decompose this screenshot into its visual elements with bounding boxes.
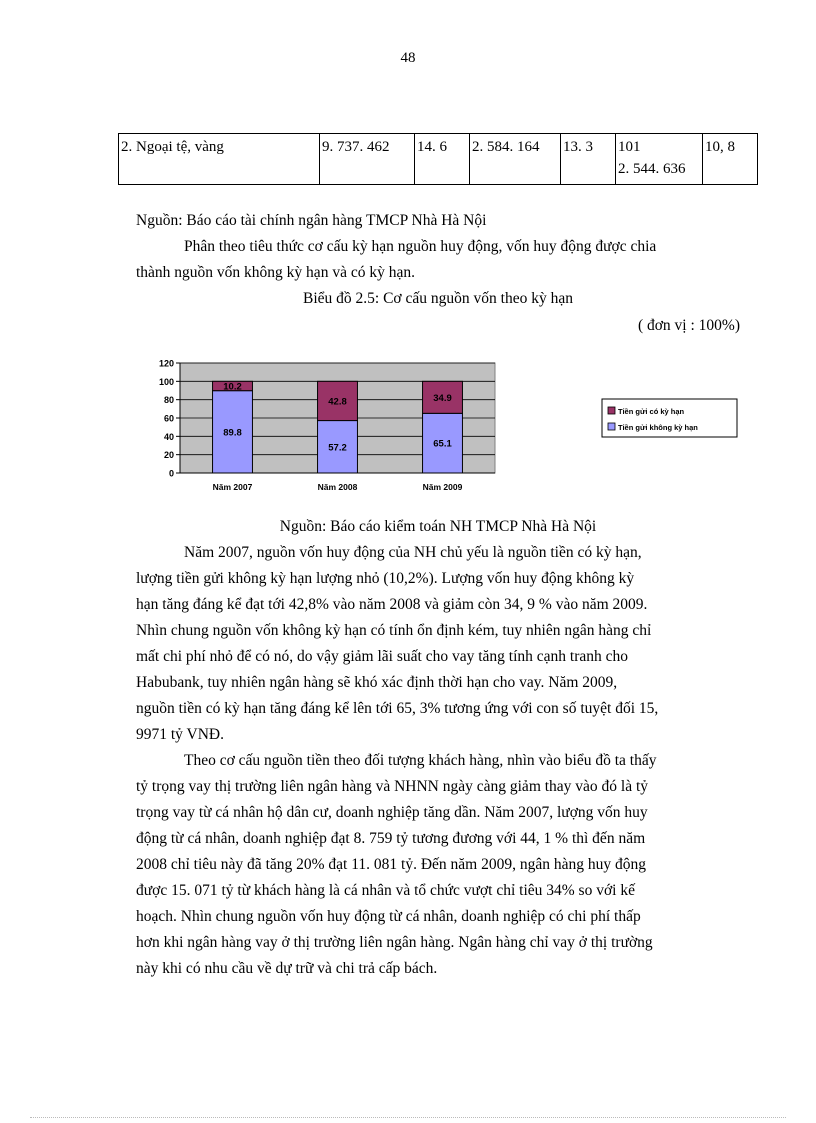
text-line: hơn khi ngân hàng vay ở thị trường liên ngân hàng. Ngân hàng chỉ vay ở thị trường bbox=[136, 934, 653, 951]
legend-label: Tiền gửi không kỳ hạn bbox=[618, 423, 698, 432]
table-cell: 9. 737. 462 bbox=[320, 134, 415, 185]
text-line: nguồn tiền có kỳ hạn tăng đáng kể lên tới 65, 3% tương ứng với con số tuyệt đối 15, bbox=[136, 700, 659, 717]
text-line: Phân theo tiêu thức cơ cấu kỳ hạn nguồn huy động, vốn huy động được chia bbox=[184, 238, 657, 255]
text-line: tỷ trọng vay thị trường liên ngân hàng và NHNN ngày càng giảm thay vào đó là tỷ bbox=[136, 778, 649, 795]
data-label: 57.2 bbox=[328, 442, 347, 454]
data-label: 10.2 bbox=[223, 381, 242, 393]
text-line: Theo cơ cấu nguồn tiền theo đối tượng khách hàng, nhìn vào biểu đồ ta thấy bbox=[184, 752, 657, 769]
table-cell-line: 101 bbox=[618, 139, 641, 155]
unit-text: ( đơn vị : 100%) bbox=[637, 317, 740, 334]
y-tick-label: 20 bbox=[163, 450, 174, 461]
table-cell: 2. Ngoại tệ, vàng bbox=[119, 134, 320, 185]
text-line: hoạch. Nhìn chung nguồn vốn huy động từ cá nhân, doanh nghiệp có chi phí thấp bbox=[136, 908, 641, 925]
table-cell: 13. 3 bbox=[561, 134, 616, 185]
text-line: được 15. 071 tỷ từ khách hàng là cá nhân và tổ chức vượt chỉ tiêu 34% so với kế bbox=[136, 882, 635, 899]
chart-unit bbox=[136, 313, 740, 339]
table-cell bbox=[616, 134, 703, 185]
legend-label: Tiền gửi có kỳ hạn bbox=[618, 407, 685, 416]
intro-paragraph bbox=[136, 234, 740, 286]
text-line: Habubank, tuy nhiên ngân hàng sẽ khó xác định thời hạn cho vay. Năm 2009, bbox=[136, 674, 618, 691]
paragraph-1 bbox=[136, 540, 740, 748]
y-tick-label: 60 bbox=[163, 413, 174, 424]
y-tick-label: 40 bbox=[163, 431, 174, 442]
text-line: lượng tiền gửi không kỳ hạn lượng nhỏ (10,2%). Lượng vốn huy động không kỳ bbox=[136, 570, 635, 587]
chart bbox=[147, 355, 741, 500]
source-note-1 bbox=[136, 208, 740, 234]
text-line: Nhìn chung nguồn vốn không kỳ hạn có tính ổn định kém, tuy nhiên ngân hàng chỉ bbox=[136, 622, 652, 639]
x-tick-label: Năm 2009 bbox=[422, 482, 463, 492]
table-cell: 10, 8 bbox=[703, 134, 758, 185]
caption-text: Biểu đồ 2.5: Cơ cấu nguồn vốn theo kỳ hạn bbox=[303, 290, 573, 307]
text-line: thành nguồn vốn không kỳ hạn và có kỳ hạn. bbox=[136, 264, 415, 281]
legend-swatch bbox=[608, 423, 615, 430]
source-text: Nguồn: Báo cáo kiểm toán NH TMCP Nhà Hà Nội bbox=[279, 518, 597, 535]
table-cell: 14. 6 bbox=[415, 134, 470, 185]
chart-caption bbox=[136, 286, 740, 312]
paragraph-2 bbox=[136, 748, 740, 982]
page-bottom-rule bbox=[30, 1117, 786, 1118]
data-label: 89.8 bbox=[223, 427, 242, 439]
text-line: này khi có nhu cầu về dự trữ và chi trả cấp bách. bbox=[136, 960, 438, 977]
chart-svg bbox=[147, 355, 741, 500]
text-line: 9971 tỷ VNĐ. bbox=[136, 726, 224, 743]
source-text: Nguồn: Báo cáo tài chính ngân hàng TMCP Nhà Hà Nội bbox=[136, 212, 487, 229]
table-cell-line: 2. 544. 636 bbox=[618, 161, 686, 177]
text-line: Năm 2007, nguồn vốn huy động của NH chủ yếu là nguồn tiền có kỳ hạn, bbox=[184, 544, 642, 561]
data-label: 34.9 bbox=[433, 392, 452, 404]
text-line: 2008 chỉ tiêu này đã tăng 20% đạt 11. 081 tỷ. Đến năm 2009, ngân hàng huy động bbox=[136, 856, 646, 873]
y-tick-label: 100 bbox=[158, 376, 174, 387]
text-line: động từ cá nhân, doanh nghiệp đạt 8. 759 tỷ tương đương với 44, 1 % thì đến năm bbox=[136, 830, 646, 847]
data-label: 42.8 bbox=[328, 396, 347, 408]
text-line: mất chi phí nhỏ để có nó, do vậy giảm lãi suất cho vay tăng tính cạnh tranh cho bbox=[136, 648, 628, 665]
legend-swatch bbox=[608, 407, 615, 414]
x-tick-label: Năm 2007 bbox=[212, 482, 253, 492]
y-tick-label: 0 bbox=[168, 468, 174, 479]
data-table bbox=[118, 133, 758, 185]
data-label: 65.1 bbox=[433, 438, 452, 450]
text-line: trọng vay từ cá nhân hộ dân cư, doanh nghiệp tăng dần. Năm 2007, lượng vốn huy bbox=[136, 804, 648, 821]
x-tick-label: Năm 2008 bbox=[317, 482, 358, 492]
text-line: hạn tăng đáng kể đạt tới 42,8% vào năm 2008 và giảm còn 34, 9 % vào năm 2009. bbox=[136, 596, 648, 613]
y-tick-label: 80 bbox=[163, 395, 174, 406]
page-number: 48 bbox=[400, 50, 416, 66]
table-row bbox=[119, 134, 758, 185]
y-tick-label: 120 bbox=[158, 358, 174, 369]
source-note-2 bbox=[136, 514, 740, 540]
table-cell: 2. 584. 164 bbox=[470, 134, 561, 185]
